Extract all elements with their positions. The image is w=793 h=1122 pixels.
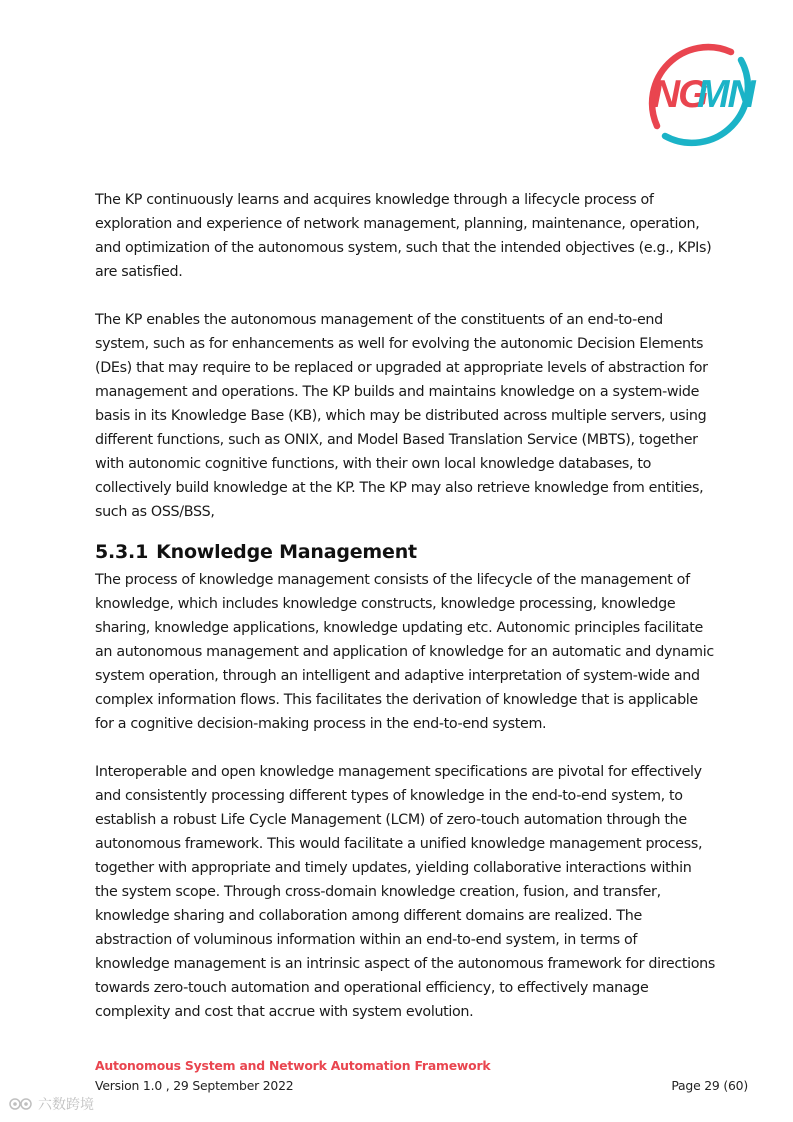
eye-logo-icon <box>8 1097 34 1111</box>
logo-text-mn: MN <box>697 73 754 116</box>
paragraph-kp-management: The KP enables the autonomous management of the constituents of an end-to-end system, such as for enhancements as well for evolving the autonomic Decision Elements (DEs) that may require to be replaced or upgraded at appropriate levels of abstraction for management and operations. The KP builds and maintains knowledge on a system-wide basis in its Knowledge Base (KB), which may be distributed across multiple servers, using different functions, such as ONIX, and Model Based Translation Service (MBTS), together with autonomic cognitive functions, with their own local knowledge databases, to collectively build knowledge at the KP. The KP may also retrieve knowledge from entities, such as OSS/BSS, <box>95 312 708 520</box>
section-heading <box>95 538 715 566</box>
footer-document-title: Autonomous System and Network Automation Framework <box>95 1058 491 1073</box>
footer-version: Version 1.0 , 29 September 2022 <box>95 1078 294 1093</box>
watermark <box>8 1094 94 1114</box>
section-title: Knowledge Management <box>156 541 417 563</box>
paragraph-interoperable: Interoperable and open knowledge management specifications are pivotal for effectively and consistently processing different types of knowledge in the end-to-end system, to establish a robust Life Cycle Management (LCM) of zero-touch automation through the autonomous framework. This would facilitate a unified knowledge management process, together with appropriate and timely updates, yielding collaborative interactions within the system scope. Through cross-domain knowledge creation, fusion, and transfer, knowledge sharing and collaboration among different domains are realized. The abstraction of voluminous information within an end-to-end system, in terms of knowledge management is an intrinsic aspect of the autonomous framework for directions towards zero-touch automation and operational efficiency, to effectively manage complexity and cost that accrue with system evolution. <box>95 764 715 1020</box>
paragraph-knowledge-process: The process of knowledge management consists of the lifecycle of the management of knowledge, which includes knowledge constructs, knowledge processing, knowledge sharing, knowledge applications, knowledge updating etc. Autonomic principles facilitate an autonomous management and application of knowledge for an automatic and dynamic system operation, through an intelligent and adaptive interpretation of system-wide and complex information flows. This facilitates the derivation of knowledge that is applicable for a cognitive decision-making process in the end-to-end system. <box>95 572 714 732</box>
ngmn-logo <box>636 31 760 155</box>
paragraph-kp-learning: The KP continuously learns and acquires knowledge through a lifecycle process of exploration and experience of network management, planning, maintenance, operation, and optimization of the autonomous system, such that the intended objectives (e.g., KPIs) are satisfied. <box>95 192 712 280</box>
footer-page-number: Page 29 (60) <box>671 1078 748 1093</box>
watermark-text: 六数跨境 <box>38 1097 94 1113</box>
page-content <box>95 188 715 1048</box>
section-number: 5.3.1 <box>95 541 149 563</box>
logo-text-ng: NG <box>652 73 707 116</box>
